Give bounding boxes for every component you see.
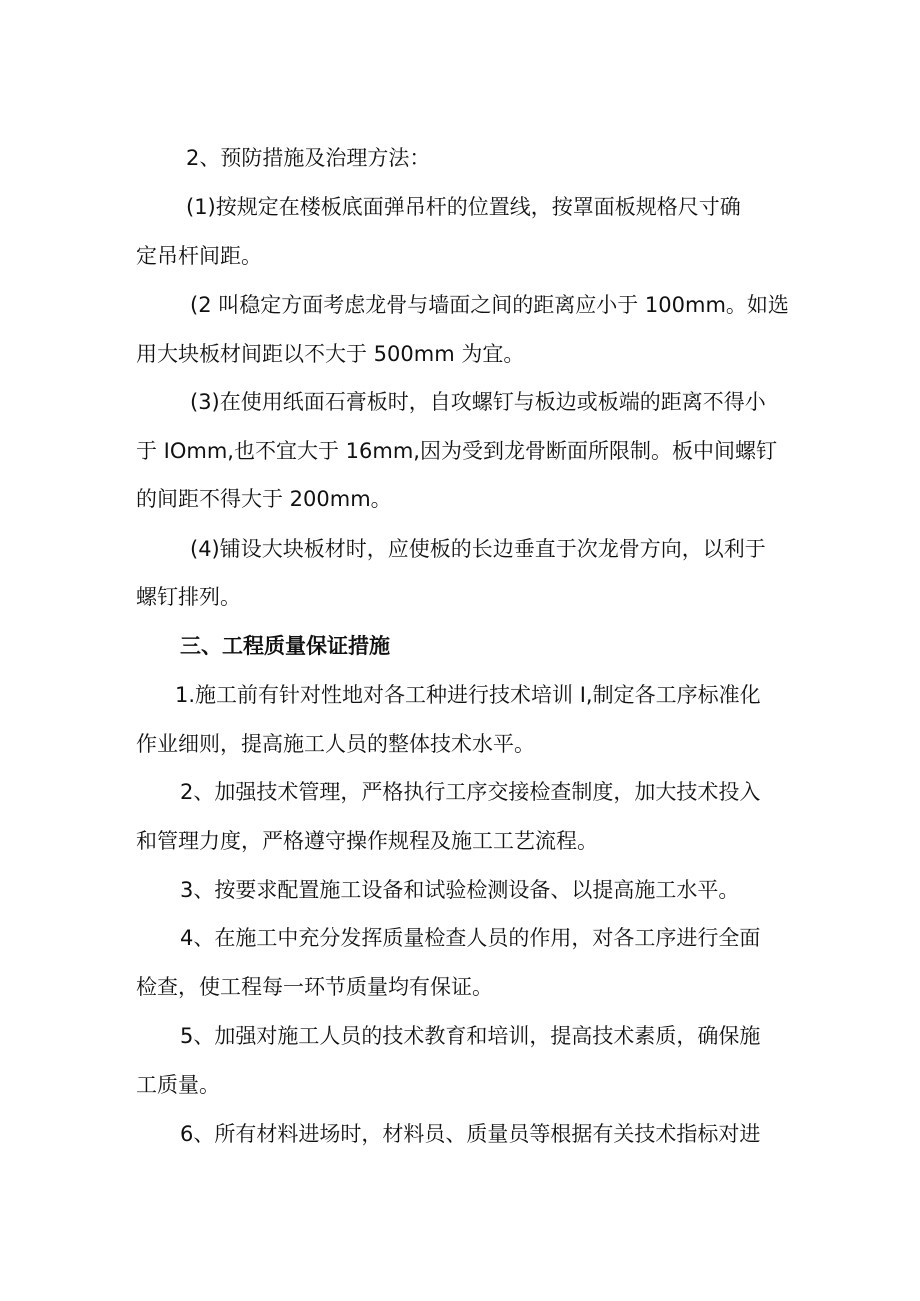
paragraph-line: 工质量。 [136,1073,220,1097]
paragraph-line: 螺钉排列。 [136,585,241,609]
paragraph-line: 6、所有材料进场时，材料员、质量员等根据有关技术指标对进 [180,1122,761,1146]
paragraph-line: 检查，使工程每一环节质量均有保证。 [136,975,493,999]
paragraph-line: 4、在施工中充分发挥质量检查人员的作用，对各工序进行全面 [180,926,761,950]
section-heading: 三、工程质量保证措施 [180,634,390,658]
paragraph-line: 定吊杆间距。 [136,244,262,268]
paragraph-line: (1)按规定在楼板底面弹吊杆的位置线，按罩面板规格尺寸确 [186,195,741,219]
paragraph-line: 用大块板材间距以不大于 500mm 为宜。 [136,342,525,366]
paragraph-line: 3、按要求配置施工设备和试验检测设备、以提高施工水平。 [180,878,740,902]
paragraph-line: 5、加强对施工人员的技术教育和培训，提高技术素质，确保施 [180,1024,761,1048]
paragraph-line: 1.施工前有针对性地对各工种进行技术培训 I,制定各工序标准化 [175,683,761,707]
paragraph-line: (3)在使用纸面石膏板时，自攻螺钉与板边或板端的距离不得小 [190,390,766,414]
subsection-heading: 2、预防措施及治理方法： [186,146,431,170]
paragraph-line: 和管理力度，严格遵守操作规程及施工工艺流程。 [136,829,598,853]
paragraph-line: 2、加强技术管理，严格执行工序交接检查制度，加大技术投入 [180,780,761,804]
paragraph-line: 的间距不得大于 200mm。 [136,487,392,511]
paragraph-line: 于 IOmm,也不宜大于 16mm,因为受到龙骨断面所限制。板中间螺钉 [136,439,777,463]
paragraph-line: (4)铺设大块板材时，应使板的长边垂直于次龙骨方向，以利于 [190,537,766,561]
paragraph-line: (2 叫稳定方面考虑龙骨与墙面之间的距离应小于 100mm。如选 [190,293,789,317]
paragraph-line: 作业细则，提高施工人员的整体技术水平。 [136,732,535,756]
